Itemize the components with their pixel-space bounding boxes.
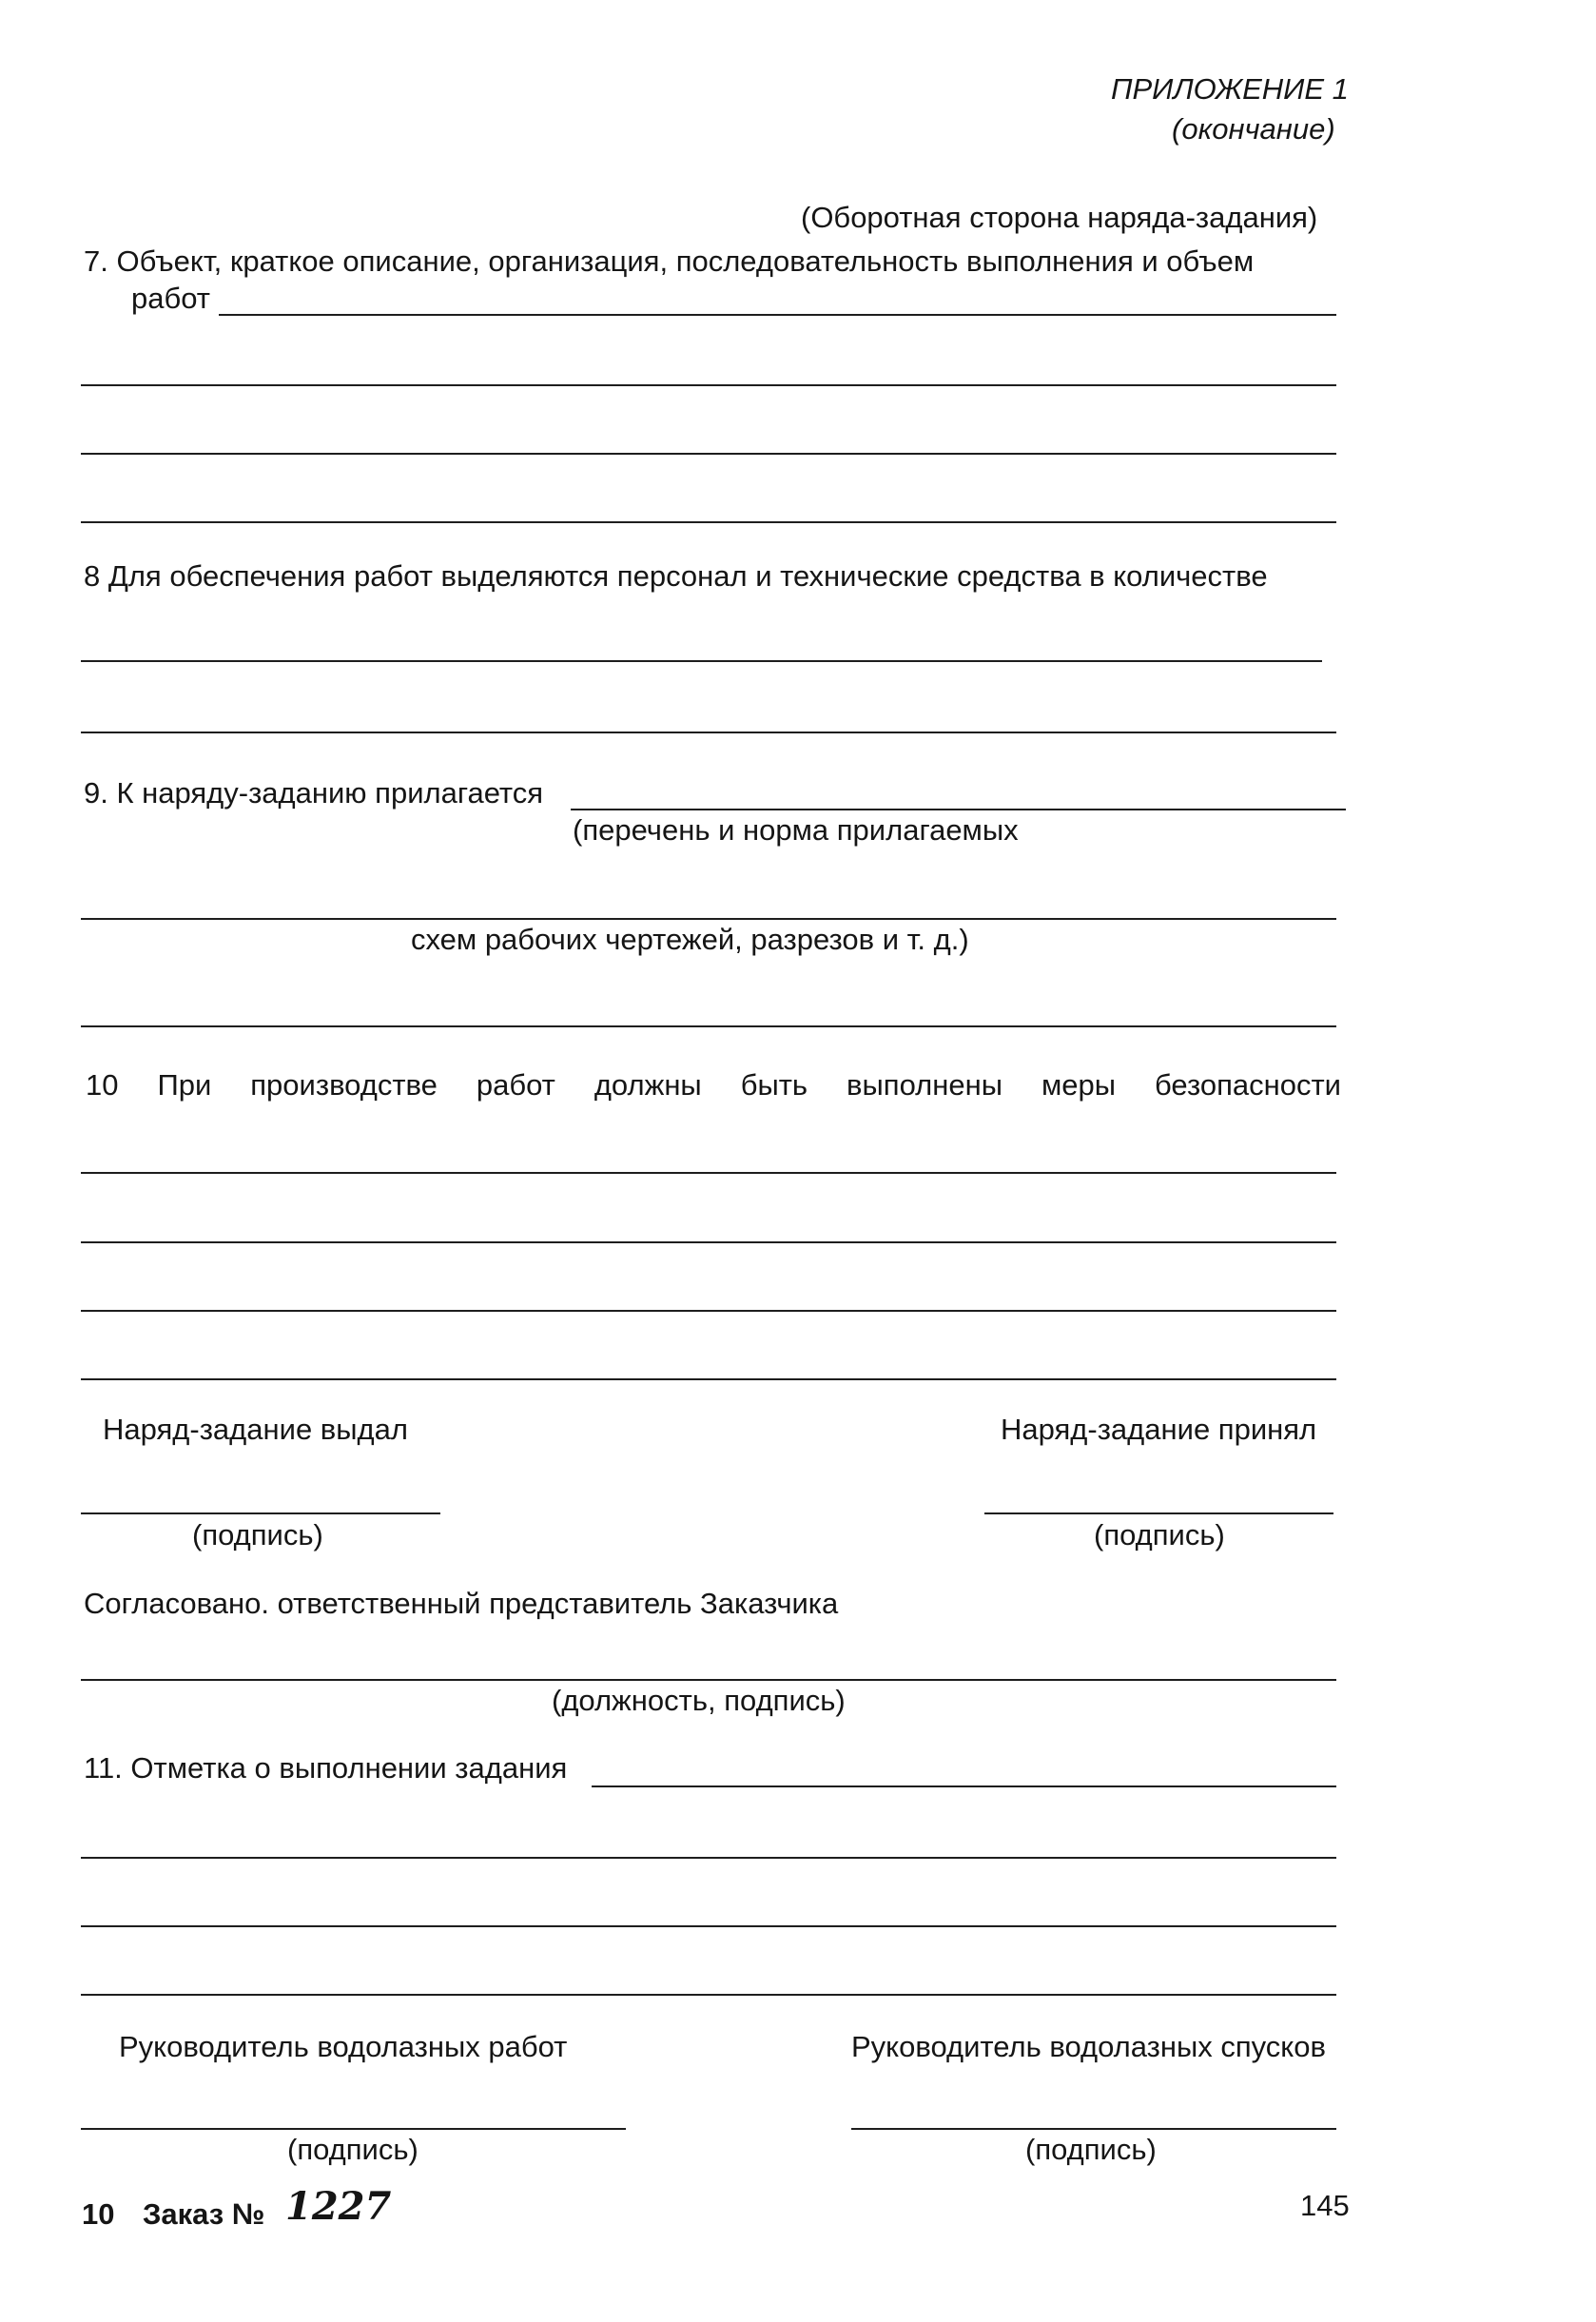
item10-word: При [157,1068,212,1102]
item10-word: быть [740,1068,808,1102]
item10-word: безопасности [1155,1068,1341,1102]
item8-text: 8 Для обеспечения работ выделяются персонал и технические средства в количестве [84,559,1268,593]
item7-line-4 [81,521,1336,523]
appendix-title: ПРИЛОЖЕНИЕ 1 [1111,72,1349,106]
page-number: 145 [1300,2189,1350,2222]
item9-caption-1: (перечень и норма прилагаемых [573,813,1019,847]
item11-line-4 [81,1994,1336,1996]
item8-line-1 [81,660,1322,662]
agreed-label: Согласовано. ответственный представитель Заказчика [84,1587,839,1620]
diving-descents-label: Руководитель водолазных спусков [851,2030,1326,2063]
item9-caption-2: схем рабочих чертежей, разрезов и т. д.) [411,923,969,956]
item9-line-2 [81,918,1336,920]
diving-descents-signature-line [851,2128,1336,2130]
item9-line-3 [81,1025,1336,1027]
item11-line-2 [81,1857,1336,1859]
item7-text: 7. Объект, краткое описание, организация, последовательность выполнения и объем [84,244,1255,278]
issued-label: Наряд-задание выдал [103,1413,408,1446]
diving-work-label: Руководитель водолазных работ [119,2030,568,2063]
item7-line-2 [81,384,1336,386]
item10-word: производстве [250,1068,438,1102]
item11-line-1 [592,1785,1336,1787]
item11-text: 11. Отметка о выполнении задания [84,1751,568,1785]
item8-line-2 [81,732,1336,733]
item10-line-3 [81,1310,1336,1312]
side-caption: (Оборотная сторона наряда-задания) [801,201,1318,234]
diving-work-signature-caption: (подпись) [287,2133,418,2166]
item7-line-1 [219,314,1336,316]
item9-text: 9. К наряду-заданию прилагается [84,776,544,810]
appendix-note: (окончание) [1172,112,1335,146]
footer-sheet-number: 10 [82,2197,115,2231]
item9-line-1 [571,809,1346,810]
item10-word: работ [476,1068,555,1102]
item7-line-3 [81,453,1336,455]
footer-order-number: 1227 [285,2184,392,2229]
item10-line-2 [81,1241,1336,1243]
diving-descents-signature-caption: (подпись) [1025,2133,1157,2166]
item10-word: 10 [86,1068,119,1102]
issued-signature-line [81,1512,440,1514]
accepted-label: Наряд-задание принял [1001,1413,1317,1446]
item10-word: выполнены [847,1068,1002,1102]
item10-word: должны [594,1068,702,1102]
item10-text [86,1070,1341,1100]
accepted-signature-caption: (подпись) [1094,1518,1225,1551]
diving-work-signature-line [81,2128,626,2130]
issued-signature-caption: (подпись) [192,1518,323,1551]
item10-word: меры [1041,1068,1117,1102]
item7-cont: работ [131,282,210,315]
item10-line-1 [81,1172,1336,1174]
footer-order-label: Заказ № [143,2197,265,2231]
position-caption: (должность, подпись) [552,1684,846,1717]
agreed-line [81,1679,1336,1681]
accepted-signature-line [984,1512,1333,1514]
item11-line-3 [81,1925,1336,1927]
item10-line-4 [81,1378,1336,1380]
